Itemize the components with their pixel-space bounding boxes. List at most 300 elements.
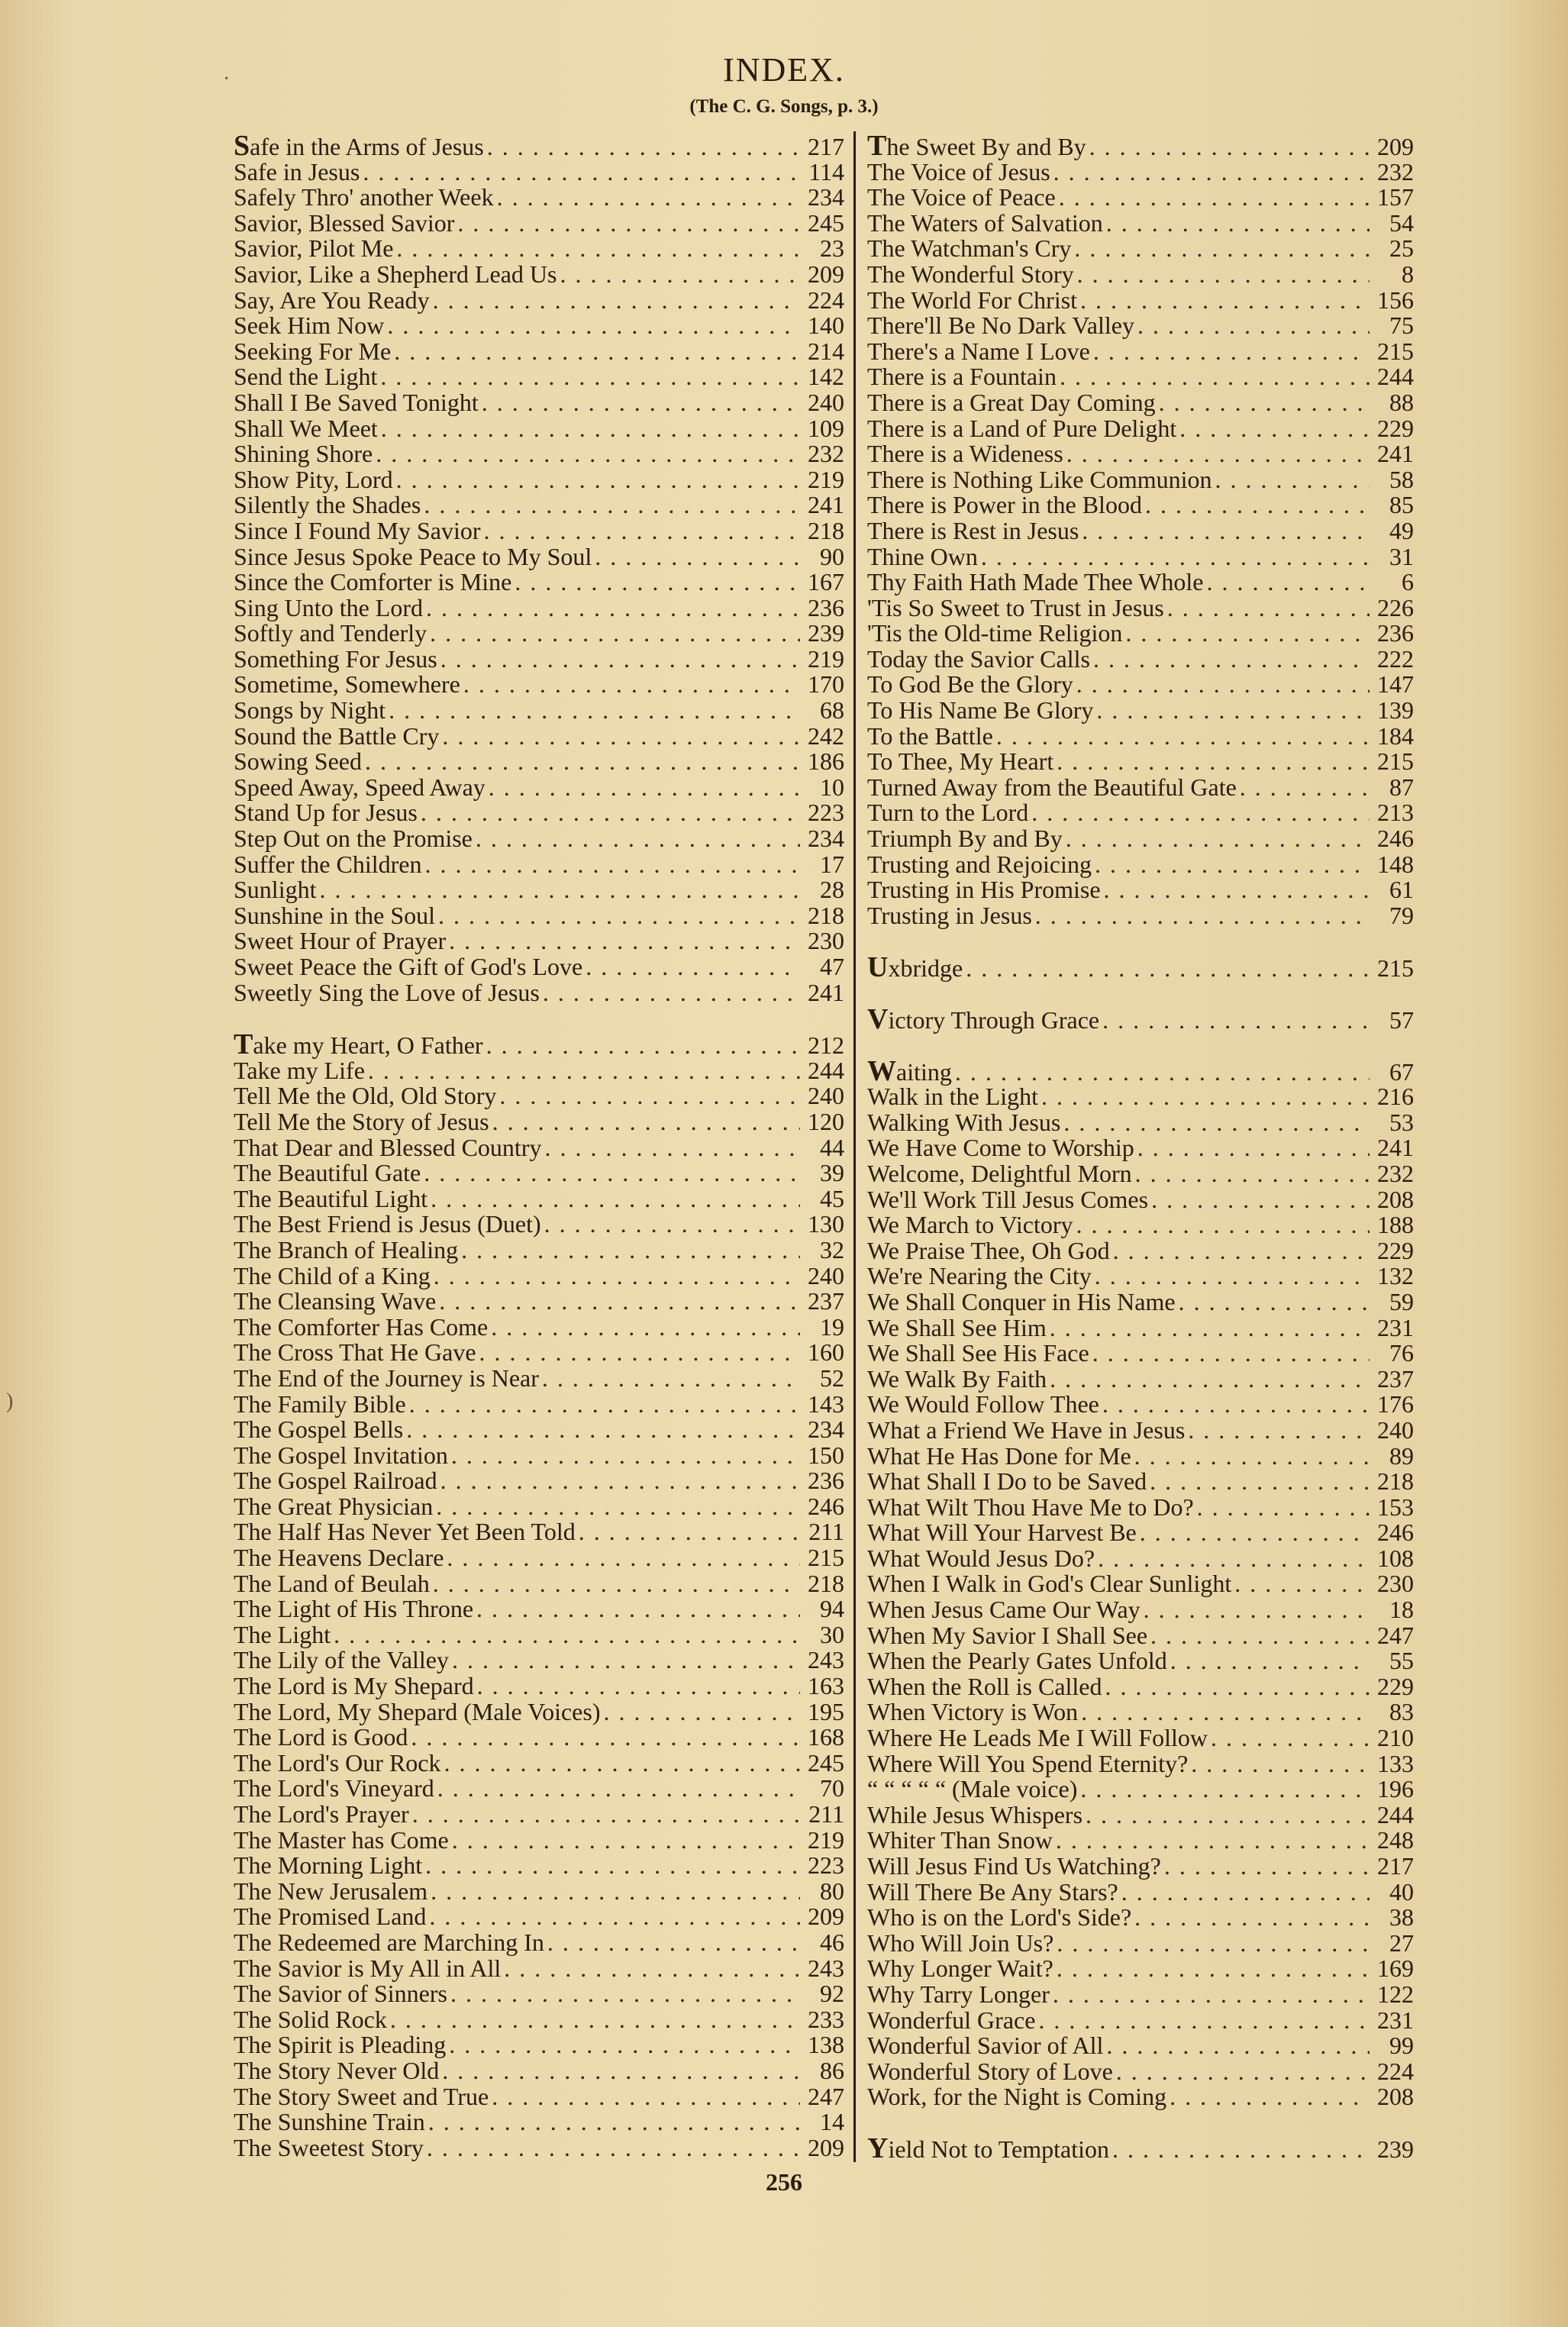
index-entry bbox=[234, 1212, 844, 1238]
leader-dots bbox=[1188, 1418, 1370, 1444]
index-entry bbox=[234, 1186, 844, 1212]
entry-page-number: 44 bbox=[820, 1133, 844, 1161]
entry-page-number: 31 bbox=[1389, 542, 1414, 570]
leader-dots bbox=[389, 698, 800, 724]
entry-title: Will Jesus Find Us Watching? bbox=[867, 1852, 1161, 1880]
entry-page-number: 213 bbox=[1377, 799, 1414, 827]
index-entry bbox=[867, 1982, 1414, 2008]
index-entry bbox=[867, 672, 1414, 698]
entry-page-number: 222 bbox=[1377, 644, 1414, 673]
entry-page-number: 79 bbox=[1389, 901, 1414, 929]
entry-title: Since I Found My Savior bbox=[234, 516, 481, 544]
entry-page-number: 140 bbox=[808, 311, 844, 340]
entry-page-number: 8 bbox=[1402, 260, 1414, 288]
index-entry bbox=[867, 1264, 1414, 1289]
index-entry bbox=[867, 1110, 1414, 1136]
leader-dots bbox=[429, 1904, 800, 1930]
entry-title: The Redeemed are Marching In bbox=[234, 1928, 544, 1956]
index-entry bbox=[234, 1802, 844, 1828]
entry-title: Silently the Shades bbox=[234, 491, 421, 519]
entry-title: The Voice of Jesus bbox=[867, 157, 1050, 186]
entry-page-number: 58 bbox=[1389, 465, 1414, 493]
entry-title: There is a Great Day Coming bbox=[867, 388, 1156, 416]
leader-dots bbox=[1102, 1008, 1370, 1034]
entry-page-number: 108 bbox=[1377, 1544, 1414, 1572]
entry-title: Who is on the Lord's Side? bbox=[867, 1903, 1132, 1932]
leader-dots bbox=[477, 1673, 800, 1699]
leader-dots bbox=[440, 647, 800, 673]
leader-dots bbox=[1234, 1571, 1370, 1597]
index-entry bbox=[234, 1519, 844, 1545]
index-entry bbox=[234, 1160, 844, 1186]
entry-title: The Spirit is Pleading bbox=[234, 2031, 447, 2059]
entry-page-number: 167 bbox=[808, 568, 844, 596]
entry-title: The Solid Rock bbox=[234, 2005, 387, 2033]
index-entry bbox=[234, 1545, 844, 1571]
index-entry bbox=[234, 1417, 844, 1443]
index-entry bbox=[234, 1443, 844, 1469]
entry-page-number: 86 bbox=[820, 2056, 844, 2084]
index-entry bbox=[234, 1109, 844, 1135]
leader-dots bbox=[487, 134, 800, 160]
entry-page-number: 55 bbox=[1389, 1647, 1414, 1675]
entry-title: We Walk By Faith bbox=[867, 1364, 1047, 1393]
entry-title: When the Roll is Called bbox=[867, 1672, 1102, 1700]
index-entry bbox=[867, 721, 1414, 750]
leader-dots bbox=[1074, 236, 1370, 262]
entry-title: Welcome, Delightful Morn bbox=[867, 1159, 1132, 1187]
leader-dots bbox=[431, 1879, 800, 1905]
index-entry bbox=[867, 1084, 1414, 1110]
entry-title: Where Will You Spend Eternity? bbox=[867, 1749, 1189, 1777]
leader-dots bbox=[595, 544, 800, 570]
index-entry bbox=[867, 313, 1414, 339]
leader-dots bbox=[955, 1060, 1370, 1086]
leader-dots bbox=[1089, 134, 1370, 160]
entry-title: The Heavens Declare bbox=[234, 1544, 444, 1572]
entry-page-number: 239 bbox=[808, 619, 844, 647]
entry-page-number: 209 bbox=[808, 2133, 844, 2161]
index-entry bbox=[234, 467, 844, 493]
index-entry bbox=[867, 595, 1414, 621]
leader-dots bbox=[547, 1930, 800, 1956]
entry-page-number: 240 bbox=[808, 1261, 844, 1289]
entry-page-number: 217 bbox=[808, 133, 844, 160]
index-entry bbox=[234, 644, 844, 673]
entry-page-number: 52 bbox=[820, 1364, 844, 1392]
leader-dots bbox=[1179, 416, 1370, 442]
entry-page-number: 218 bbox=[1377, 1467, 1414, 1496]
entry-title: The Cross That He Gave bbox=[234, 1338, 476, 1367]
entry-page-number: 248 bbox=[1377, 1826, 1414, 1854]
index-entry bbox=[234, 185, 844, 211]
leader-dots bbox=[1144, 1597, 1370, 1623]
entry-title: There is Nothing Like Communion bbox=[867, 465, 1212, 493]
entry-page-number: 39 bbox=[820, 1159, 844, 1187]
entry-page-number: 168 bbox=[808, 1723, 844, 1751]
index-entry bbox=[867, 390, 1414, 416]
entry-title: Sweetly Sing the Love of Jesus bbox=[234, 978, 540, 1006]
index-entry bbox=[867, 749, 1414, 775]
entry-page-number: 245 bbox=[808, 1748, 844, 1777]
leader-dots bbox=[334, 1622, 800, 1648]
entry-title: The Gospel Bells bbox=[234, 1415, 404, 1444]
entry-title: Show Pity, Lord bbox=[234, 465, 393, 493]
entry-title: The Best Friend is Jesus (Duet) bbox=[234, 1210, 541, 1238]
leader-dots bbox=[476, 1596, 800, 1622]
entry-page-number: 211 bbox=[808, 1518, 844, 1546]
entry-title: The Wonderful Story bbox=[867, 260, 1074, 288]
leader-dots bbox=[1112, 2137, 1370, 2163]
entry-page-number: 10 bbox=[820, 773, 844, 801]
leader-dots bbox=[492, 2084, 800, 2110]
index-entry bbox=[867, 1161, 1414, 1187]
entry-title: There is a Fountain bbox=[867, 363, 1057, 391]
leader-dots bbox=[438, 903, 800, 929]
entry-page-number: 242 bbox=[808, 721, 844, 750]
entry-title: “ “ “ “ “ (Male voice) bbox=[867, 1775, 1078, 1803]
entry-title: Trusting in His Promise bbox=[867, 876, 1101, 904]
index-entry bbox=[234, 1340, 844, 1366]
entry-title: Softly and Tenderly bbox=[234, 619, 427, 647]
entry-page-number: 234 bbox=[808, 825, 844, 853]
entry-title: There is a Land of Pure Delight bbox=[867, 414, 1177, 442]
leader-dots bbox=[1150, 1623, 1370, 1649]
entry-title: We're Nearing the City bbox=[867, 1262, 1092, 1290]
index-entry bbox=[867, 185, 1414, 211]
entry-title: The Lord's Vineyard bbox=[234, 1774, 434, 1803]
leader-dots bbox=[457, 211, 800, 237]
leader-dots bbox=[452, 1828, 800, 1854]
entry-page-number: 92 bbox=[820, 1980, 844, 2008]
index-entry bbox=[234, 313, 844, 339]
entry-page-number: 232 bbox=[1377, 157, 1414, 186]
entry-title: What Shall I Do to be Saved bbox=[867, 1467, 1147, 1496]
entry-title: Take my Life bbox=[234, 1056, 365, 1084]
index-entry bbox=[867, 157, 1414, 186]
entry-page-number: 170 bbox=[808, 670, 844, 699]
entry-page-number: 241 bbox=[1377, 440, 1414, 468]
leader-dots bbox=[1059, 185, 1370, 211]
entry-page-number: 25 bbox=[1389, 234, 1414, 263]
leader-dots bbox=[1167, 595, 1370, 621]
entry-title: Who Will Join Us? bbox=[867, 1928, 1054, 1957]
entry-title: Safely Thro' another Week bbox=[234, 183, 494, 211]
index-entry bbox=[867, 1392, 1414, 1418]
leader-dots bbox=[1080, 288, 1370, 314]
index-entry bbox=[867, 1928, 1414, 1957]
entry-title: Thine Own bbox=[867, 542, 978, 570]
section-gap bbox=[234, 1005, 844, 1032]
leader-dots bbox=[428, 2109, 800, 2135]
leader-dots bbox=[542, 1366, 800, 1392]
entry-page-number: 230 bbox=[808, 927, 844, 955]
index-entry bbox=[867, 1623, 1414, 1649]
entry-page-number: 231 bbox=[1377, 2006, 1414, 2034]
entry-page-number: 163 bbox=[808, 1672, 844, 1700]
index-entry bbox=[234, 570, 844, 595]
entry-page-number: 6 bbox=[1402, 568, 1414, 596]
entry-title: 'Tis the Old-time Religion bbox=[867, 619, 1123, 647]
index-entry bbox=[234, 518, 844, 544]
leader-dots bbox=[412, 1802, 800, 1828]
entry-title: Speed Away, Speed Away bbox=[234, 773, 486, 801]
entry-title: The Branch of Healing bbox=[234, 1235, 459, 1264]
leader-dots bbox=[1041, 1084, 1370, 1110]
leader-dots bbox=[1104, 877, 1370, 903]
index-entry bbox=[867, 1648, 1414, 1674]
entry-page-number: 75 bbox=[1389, 311, 1414, 340]
entry-title: The Light of His Throne bbox=[234, 1595, 474, 1623]
entry-page-number: 188 bbox=[1377, 1211, 1414, 1239]
index-entry bbox=[867, 1364, 1414, 1393]
leader-dots bbox=[586, 954, 800, 980]
leader-dots bbox=[440, 1468, 800, 1494]
entry-title: Walk in the Light bbox=[867, 1083, 1039, 1111]
entry-page-number: 23 bbox=[820, 234, 844, 263]
index-entry bbox=[234, 1235, 844, 1264]
index-entry bbox=[234, 672, 844, 698]
index-entry bbox=[234, 208, 844, 237]
entry-title: What Will Your Harvest Be bbox=[867, 1519, 1137, 1547]
leader-dots bbox=[1031, 800, 1370, 826]
entry-page-number: 246 bbox=[1377, 825, 1414, 853]
index-entry bbox=[867, 1441, 1414, 1470]
index-entry bbox=[867, 2132, 1414, 2164]
leader-dots bbox=[424, 852, 800, 878]
index-entry bbox=[867, 1725, 1414, 1751]
leader-dots bbox=[1092, 1341, 1370, 1367]
entry-page-number: 230 bbox=[1377, 1570, 1414, 1598]
index-entry bbox=[234, 1312, 844, 1341]
leader-dots bbox=[484, 518, 800, 544]
index-entry bbox=[867, 1315, 1414, 1341]
index-entry bbox=[234, 262, 844, 288]
section-u bbox=[867, 951, 1414, 984]
entry-page-number: 160 bbox=[808, 1338, 844, 1367]
index-entry bbox=[234, 2058, 844, 2084]
entry-title: There'll Be No Dark Valley bbox=[867, 311, 1134, 340]
leader-dots bbox=[515, 570, 800, 595]
entry-title: Savior, Pilot Me bbox=[234, 234, 394, 263]
entry-page-number: 109 bbox=[808, 414, 844, 442]
index-entry bbox=[867, 903, 1414, 929]
entry-page-number: 153 bbox=[1377, 1493, 1414, 1521]
entry-page-number: 224 bbox=[808, 286, 844, 314]
leader-dots bbox=[368, 1058, 800, 1084]
entry-page-number: 120 bbox=[808, 1107, 844, 1135]
leader-dots bbox=[1063, 1110, 1370, 1136]
leader-dots bbox=[1053, 160, 1370, 186]
index-entry bbox=[867, 262, 1414, 288]
entry-page-number: 209 bbox=[1377, 133, 1414, 160]
entry-page-number: 76 bbox=[1389, 1339, 1414, 1367]
entry-page-number: 246 bbox=[1377, 1519, 1414, 1547]
entry-title: What Wilt Thou Have Me to Do? bbox=[867, 1493, 1194, 1521]
entry-page-number: 88 bbox=[1389, 388, 1414, 416]
leader-dots bbox=[492, 1109, 800, 1135]
entry-page-number: 19 bbox=[820, 1312, 844, 1341]
index-entry bbox=[867, 1777, 1414, 1803]
leader-dots bbox=[1121, 1880, 1370, 1906]
index-entry bbox=[867, 1469, 1414, 1495]
entry-title: Trusting in Jesus bbox=[867, 901, 1032, 929]
entry-page-number: 30 bbox=[820, 1620, 844, 1648]
entry-page-number: 244 bbox=[1377, 363, 1414, 391]
index-entry bbox=[234, 1366, 844, 1392]
index-entry bbox=[867, 1905, 1414, 1931]
leader-dots bbox=[603, 1699, 800, 1725]
right-column bbox=[867, 130, 1414, 2164]
section-v bbox=[867, 1003, 1414, 1035]
entry-page-number: 208 bbox=[1377, 2083, 1414, 2111]
entry-title: The Land of Beulah bbox=[234, 1569, 430, 1597]
column-divider bbox=[853, 131, 856, 2162]
index-entry bbox=[234, 1571, 844, 1597]
entry-title: The Lord, My Shepard (Male Voices) bbox=[234, 1697, 601, 1725]
leader-dots bbox=[486, 1033, 800, 1059]
entry-title: Tell Me the Old, Old Story bbox=[234, 1082, 497, 1110]
leader-dots bbox=[363, 160, 800, 186]
entry-page-number: 219 bbox=[808, 465, 844, 493]
index-entry bbox=[234, 1135, 844, 1161]
index-entry bbox=[867, 1289, 1414, 1315]
index-entry bbox=[234, 749, 844, 775]
index-entry bbox=[867, 1495, 1414, 1521]
entry-title: Yield Not to Temptation bbox=[867, 2132, 1110, 2164]
entry-page-number: 67 bbox=[1389, 1057, 1414, 1086]
entry-page-number: 229 bbox=[1377, 1236, 1414, 1264]
index-entry bbox=[867, 1546, 1414, 1572]
entry-title: The Voice of Peace bbox=[867, 183, 1056, 211]
leader-dots bbox=[437, 1776, 800, 1802]
page-title: INDEX. bbox=[723, 51, 845, 89]
entry-title: Since the Comforter is Mine bbox=[234, 568, 512, 596]
entry-title: The Lord's Our Rock bbox=[234, 1748, 441, 1777]
entry-page-number: 219 bbox=[808, 1825, 844, 1854]
entry-title: Seek Him Now bbox=[234, 311, 385, 340]
index-entry bbox=[867, 1003, 1414, 1035]
entry-title: The Lily of the Valley bbox=[234, 1646, 449, 1674]
entry-title: Savior, Like a Shepherd Lead Us bbox=[234, 260, 557, 288]
entry-page-number: 232 bbox=[808, 440, 844, 468]
index-entry bbox=[234, 1596, 844, 1622]
entry-page-number: 216 bbox=[1377, 1083, 1414, 1111]
entry-title: To His Name Be Glory bbox=[867, 696, 1094, 725]
leader-dots bbox=[1135, 1161, 1370, 1187]
leader-dots bbox=[1102, 1392, 1370, 1418]
entry-page-number: 40 bbox=[1389, 1877, 1414, 1906]
entry-page-number: 215 bbox=[1377, 747, 1414, 776]
index-entry bbox=[867, 544, 1414, 570]
entry-page-number: 85 bbox=[1389, 491, 1414, 519]
leader-dots bbox=[319, 877, 800, 903]
index-entry bbox=[867, 1135, 1414, 1161]
entry-title: Uxbridge bbox=[867, 951, 963, 984]
index-entry bbox=[234, 364, 844, 390]
entry-title: Trusting and Rejoicing bbox=[867, 850, 1092, 878]
index-entry bbox=[234, 1673, 844, 1699]
index-entry bbox=[234, 852, 844, 878]
entry-title: Songs by Night bbox=[234, 696, 386, 725]
entry-title: The Cleansing Wave bbox=[234, 1287, 437, 1315]
entry-page-number: 239 bbox=[1377, 2135, 1414, 2163]
index-entry bbox=[867, 1520, 1414, 1546]
entry-title: When My Savior I Shall See bbox=[867, 1621, 1148, 1649]
index-entry bbox=[867, 492, 1414, 518]
entry-page-number: 18 bbox=[1389, 1596, 1414, 1624]
index-entry bbox=[867, 775, 1414, 801]
entry-page-number: 215 bbox=[1377, 337, 1414, 365]
entry-title: The Child of a King bbox=[234, 1261, 431, 1289]
index-entry bbox=[234, 877, 844, 903]
entry-title: The Watchman's Cry bbox=[867, 234, 1072, 263]
index-entry bbox=[234, 2109, 844, 2135]
index-entry bbox=[234, 2032, 844, 2058]
entry-title: The Comforter Has Come bbox=[234, 1312, 489, 1341]
entry-title: There is Power in the Blood bbox=[867, 491, 1142, 519]
entry-page-number: 94 bbox=[820, 1595, 844, 1623]
index-entry bbox=[234, 416, 844, 442]
entry-title: Wonderful Grace bbox=[867, 2006, 1036, 2034]
entry-title: Why Longer Wait? bbox=[867, 1954, 1053, 1983]
leader-dots bbox=[436, 1494, 800, 1520]
leader-dots bbox=[1082, 518, 1370, 544]
index-entry bbox=[234, 1261, 844, 1289]
leader-dots bbox=[479, 1340, 800, 1366]
leader-dots bbox=[504, 1956, 800, 1982]
entry-page-number: 114 bbox=[808, 157, 844, 186]
entry-page-number: 233 bbox=[808, 2005, 844, 2033]
index-entry bbox=[867, 1877, 1414, 1906]
left-column bbox=[234, 130, 844, 2161]
entry-page-number: 54 bbox=[1389, 208, 1414, 237]
index-entry bbox=[234, 1028, 844, 1061]
index-entry bbox=[234, 1622, 844, 1648]
entry-page-number: 236 bbox=[808, 1467, 844, 1495]
entry-title: Shining Shore bbox=[234, 440, 373, 468]
leader-dots bbox=[579, 1519, 800, 1545]
entry-title: Work, for the Night is Coming bbox=[867, 2083, 1167, 2111]
leader-dots bbox=[434, 1264, 800, 1289]
index-entry bbox=[234, 157, 844, 186]
index-entry bbox=[867, 518, 1414, 544]
entry-page-number: 215 bbox=[808, 1544, 844, 1572]
entry-title: The Family Bible bbox=[234, 1389, 406, 1418]
entry-page-number: 240 bbox=[808, 388, 844, 416]
entry-page-number: 241 bbox=[808, 491, 844, 519]
entry-page-number: 226 bbox=[1377, 593, 1414, 621]
leader-dots bbox=[1057, 749, 1370, 775]
entry-title: Shall We Meet bbox=[234, 414, 378, 442]
entry-title: The Lord's Prayer bbox=[234, 1800, 409, 1828]
entry-title: The Beautiful Gate bbox=[234, 1159, 421, 1187]
index-entry bbox=[867, 877, 1414, 903]
index-entry bbox=[234, 1389, 844, 1418]
index-entry bbox=[234, 2084, 844, 2110]
index-entry bbox=[234, 339, 844, 365]
entry-title: The Gospel Railroad bbox=[234, 1467, 437, 1495]
leader-dots bbox=[433, 1571, 800, 1597]
leader-dots bbox=[376, 441, 800, 467]
leader-dots bbox=[1137, 1135, 1370, 1161]
entry-page-number: 17 bbox=[820, 850, 844, 878]
leader-dots bbox=[497, 185, 800, 211]
leader-dots bbox=[1113, 1238, 1370, 1264]
leader-dots bbox=[966, 956, 1370, 982]
leader-dots bbox=[394, 339, 800, 365]
leader-dots bbox=[1211, 1725, 1370, 1751]
